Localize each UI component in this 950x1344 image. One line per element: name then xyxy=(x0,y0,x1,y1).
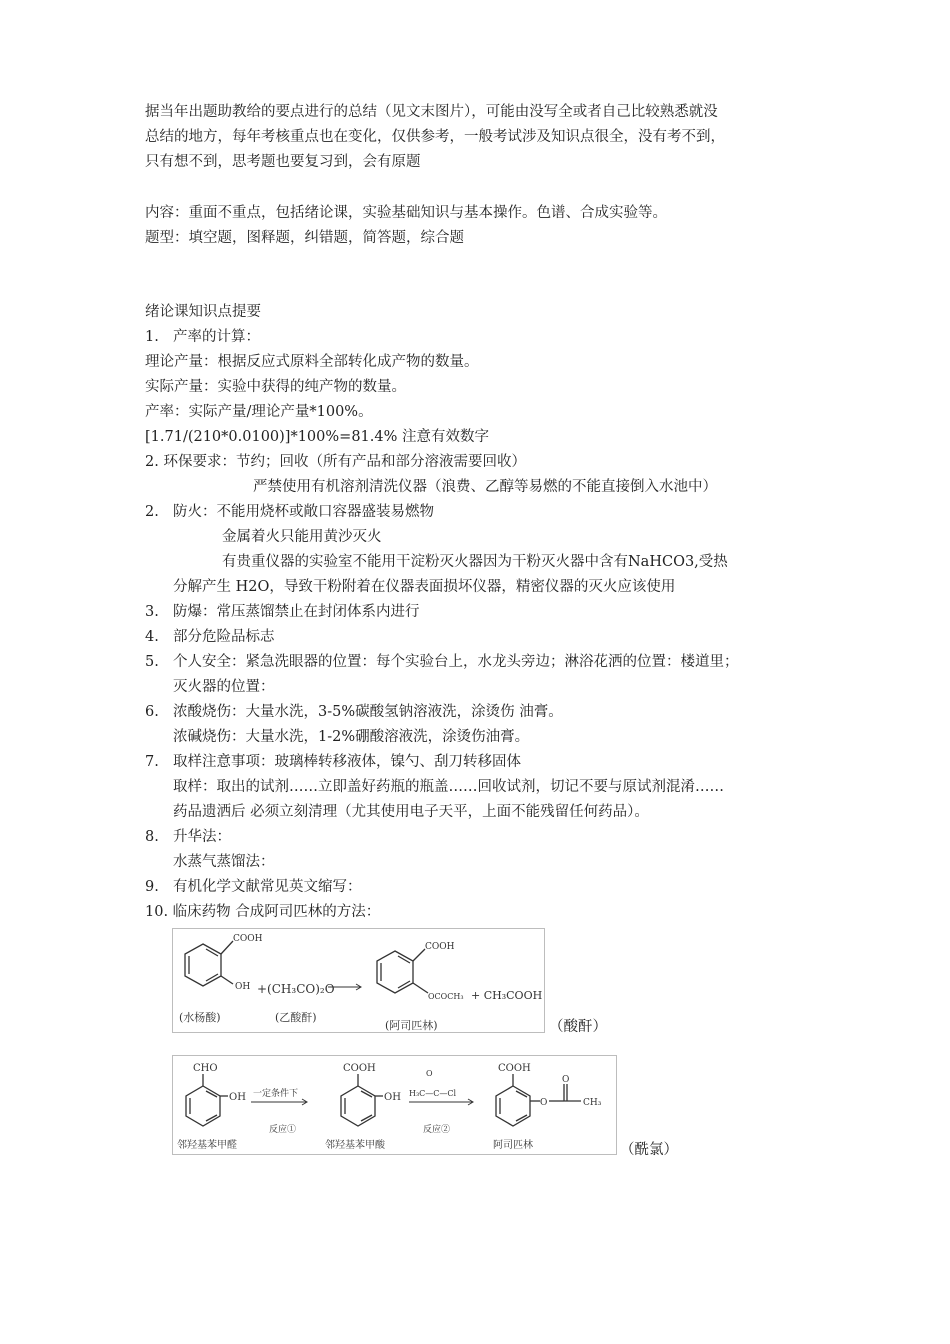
aldehyde-cho: CHO xyxy=(193,1063,218,1074)
acyl-oxygen: O xyxy=(426,1069,433,1078)
reagent-anhydride: +(CH₃CO)₂O xyxy=(257,982,335,996)
aspirin-cooh: COOH xyxy=(425,942,455,952)
scheme-acyl-chloride-caption: （酰氯） xyxy=(620,1142,678,1158)
intro-line-1: 据当年出题助教给的要点进行的总结（见文末图片），可能由没写全或者自己比较熟悉就没 xyxy=(145,104,718,120)
theory-yield-line: 理论产量：根据反应式原料全部转化成产物的数量。 xyxy=(145,354,479,370)
item-fire xyxy=(145,502,434,522)
item-steam-distill: 水蒸气蒸馏法： xyxy=(173,854,275,870)
item-fire-sub-1: 金属着火只能用黄沙灭火 xyxy=(222,529,382,545)
name-aspirin: 阿司匹林 xyxy=(493,1140,533,1151)
scheme-acyl-chloride-svg xyxy=(173,1056,616,1154)
scheme-anhydride-caption: （酸酐） xyxy=(549,1019,607,1035)
actual-yield-line: 实际产量：实验中获得的纯产物的数量。 xyxy=(145,379,406,395)
section-title: 绪论课知识点提要 xyxy=(145,304,261,320)
benzene-ring-icon xyxy=(341,1074,383,1126)
item-hazard xyxy=(145,627,275,647)
ester-oxygen: O xyxy=(540,1098,548,1108)
types-line: 题型：填空题，图释题，纠错题，简答题，综合题 xyxy=(145,230,464,246)
aspirin-ch3: CH₃ xyxy=(583,1098,602,1108)
salicylic-oh: OH xyxy=(235,982,251,992)
content-line: 内容：重面不重点，包括绪论课，实验基础知识与基本操作。色谱、合成实验等。 xyxy=(145,205,667,221)
item-env-sub: 严禁使用有机溶剂清洗仪器（浪费、乙醇等易燃的不能直接倒入水池中） xyxy=(253,479,717,495)
item-literature-text: 有机化学文献常见英文缩写： xyxy=(173,879,362,895)
label-aspirin: (阿司匹林) xyxy=(385,1019,438,1032)
acyl-chloride-formula: H₃C—C—Cl xyxy=(409,1089,457,1098)
carbonyl-oxygen: O xyxy=(562,1075,570,1085)
benzene-ring-icon xyxy=(186,1074,228,1126)
item-sampling-number: 7. xyxy=(145,754,159,770)
item-safety-text: 个人安全：紧急洗眼器的位置：每个实验台上，水龙头旁边；淋浴花洒的位置：楼道里； xyxy=(173,654,739,670)
acid-oh: OH xyxy=(384,1092,401,1103)
item-sublimation-number: 8. xyxy=(145,829,159,845)
item-burn-number: 6. xyxy=(145,704,159,720)
item-fire-sub-2: 有贵重仪器的实验室不能用干淀粉灭火器因为干粉灭火器中含有NaHCO3,受热 xyxy=(222,554,728,570)
scheme-anhydride-svg xyxy=(173,929,544,1032)
item-1-text: 产率的计算： xyxy=(173,329,260,345)
item-safety-number: 5. xyxy=(145,654,159,670)
item-burn-text: 浓酸烧伤：大量水洗，3-5%碳酸氢钠溶液洗，涂烫伤 油膏。 xyxy=(173,704,563,720)
item-aspirin: 10. 临床药物 合成阿司匹林的方法： xyxy=(145,904,381,920)
byproduct-acetic-acid: + CH₃COOH xyxy=(471,989,543,1002)
item-literature xyxy=(145,877,362,897)
item-sublimation xyxy=(145,827,231,847)
benzene-ring-icon xyxy=(185,941,233,986)
item-safety-sub: 灭火器的位置： xyxy=(173,679,275,695)
scheme-acyl-chloride xyxy=(172,1055,617,1155)
yield-formula-line: 产率：实际产量/理论产量*100%。 xyxy=(145,404,373,420)
condition-text: 一定条件下 xyxy=(253,1089,299,1099)
intro-line-3: 只有想不到，思考题也要复习到，会有原题 xyxy=(145,154,421,170)
step-1-label: 反应① xyxy=(269,1125,297,1135)
item-fire-text: 防火：不能用烧杯或敞口容器盛装易燃物 xyxy=(173,504,434,520)
benzene-ring-icon xyxy=(377,949,428,993)
label-salicylic-acid: (水杨酸) xyxy=(179,1011,221,1024)
arrow-icon xyxy=(251,1099,307,1105)
item-fire-sub-3: 分解产生 H2O，导致干粉附着在仪器表面损坏仪器，精密仪器的灭火应该使用 xyxy=(173,579,676,595)
scheme-anhydride xyxy=(172,928,545,1033)
item-sampling-sub-1: 取样：取出的试剂……立即盖好药瓶的瓶盖……回收试剂，切记不要与原试剂混淆…… xyxy=(173,779,724,795)
item-explosion-number: 3. xyxy=(145,604,159,620)
item-hazard-number: 4. xyxy=(145,629,159,645)
item-sampling xyxy=(145,752,521,772)
item-1-number: 1. xyxy=(145,329,159,345)
item-safety xyxy=(145,652,739,672)
aspirin-cooh: COOH xyxy=(498,1063,531,1074)
aspirin-ester: OCOCH₃ xyxy=(428,992,464,1001)
salicylic-cooh: COOH xyxy=(233,934,263,944)
item-hazard-text: 部分危险品标志 xyxy=(173,629,275,645)
item-sampling-sub-2: 药品遗洒后 必须立刻清理（尤其使用电子天平，上面不能残留任何药品）。 xyxy=(173,804,649,820)
yield-calc-line: [1.71/(210*0.0100)]*100%=81.4% 注意有效数字 xyxy=(145,429,489,445)
item-env: 2. 环保要求：节约；回收（所有产品和部分溶液需要回收） xyxy=(145,454,526,470)
item-sampling-text: 取样注意事项：玻璃棒转移液体，镍勺、刮刀转移固体 xyxy=(173,754,521,770)
item-explosion xyxy=(145,602,420,622)
acid-cooh: COOH xyxy=(343,1063,376,1074)
intro-line-2: 总结的地方，每年考核重点也在变化，仅供参考，一般考试涉及知识点很全，没有考不到， xyxy=(145,129,725,145)
arrow-icon xyxy=(409,1099,473,1105)
step-2-label: 反应② xyxy=(423,1125,451,1135)
item-fire-number: 2. xyxy=(145,504,159,520)
item-burn xyxy=(145,702,563,722)
label-acetic-anhydride: (乙酸酐) xyxy=(275,1011,317,1024)
item-burn-sub: 浓碱烧伤：大量水洗，1-2%硼酸溶液洗，涂烫伤油膏。 xyxy=(173,729,530,745)
item-literature-number: 9. xyxy=(145,879,159,895)
name-salicylic-acid: 邻羟基苯甲酸 xyxy=(325,1140,385,1151)
aldehyde-oh: OH xyxy=(229,1092,246,1103)
name-salicylaldehyde: 邻羟基苯甲醛 xyxy=(177,1140,237,1151)
item-1 xyxy=(145,327,260,347)
item-sublimation-text: 升华法： xyxy=(173,829,231,845)
item-explosion-text: 防爆：常压蒸馏禁止在封闭体系内进行 xyxy=(173,604,420,620)
